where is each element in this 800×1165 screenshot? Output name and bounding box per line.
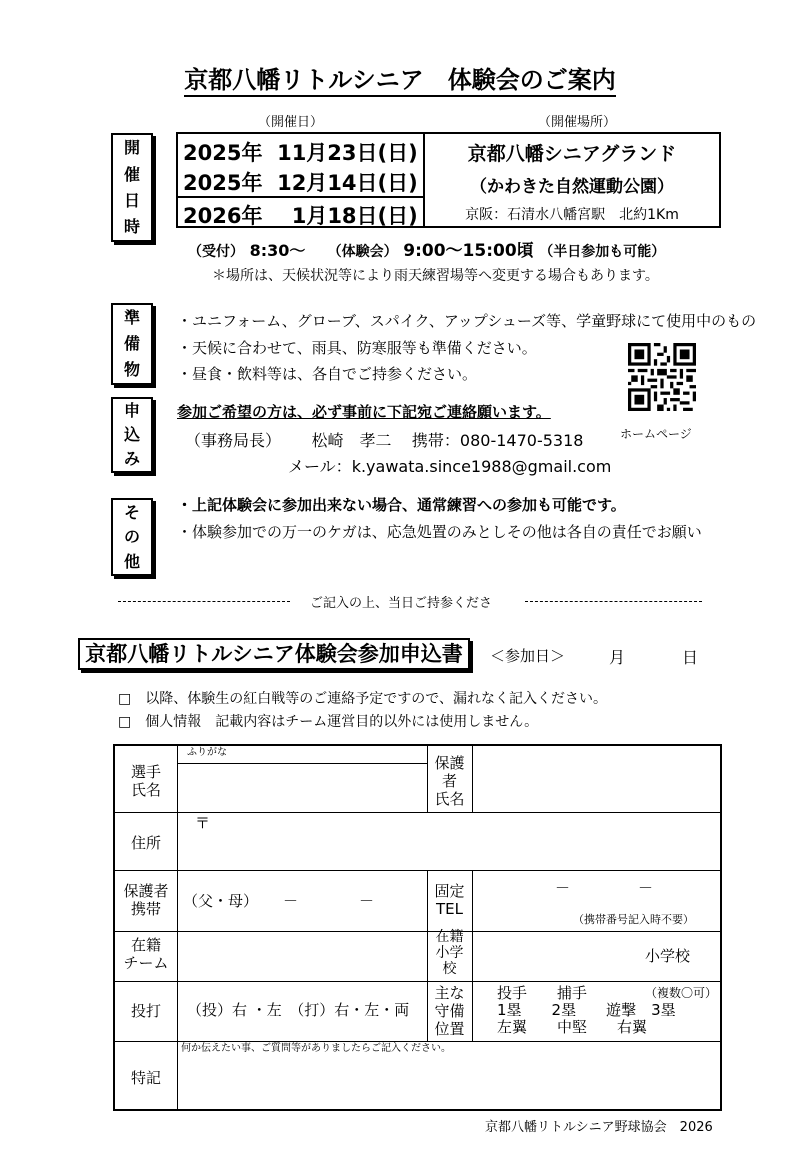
date-row-3: 2026年 1月18日(日) bbox=[183, 204, 418, 228]
remarks-label: 特記 bbox=[130, 1069, 161, 1087]
positions-row-2[interactable]: 1塁 2塁 遊撃 3塁 bbox=[497, 1001, 676, 1019]
date-label: （開催日） bbox=[258, 115, 324, 130]
mobile-dash-1: － bbox=[283, 892, 299, 910]
remarks-field[interactable] bbox=[179, 1056, 718, 1108]
furigana-label: ふりがな bbox=[187, 747, 227, 758]
date-row-2: 2025年 12月14日(日) bbox=[183, 171, 418, 195]
form-title: 京都八幡リトルシニア体験会参加申込書 bbox=[78, 638, 470, 670]
mobile-dash-2: － bbox=[359, 892, 375, 910]
guardian-name-label: 保護 者 氏名 bbox=[434, 754, 465, 808]
weather-note: ＊場所は、天候状況等により雨天練習場等へ変更する場合もあります。 bbox=[212, 268, 659, 284]
landline-note: （携帯番号記入時不要） bbox=[573, 913, 694, 926]
participation-date-label: ＜参加日＞ bbox=[490, 647, 566, 665]
player-name-label: 選手 氏名 bbox=[130, 763, 161, 799]
item-line-1: ・ユニフォーム、グローブ、スパイク、アップシューズ等、学童野球にて使用中のもの bbox=[177, 312, 757, 330]
checkbox-contact-note[interactable]: □ 以降、体験生の紅白戦等のご連絡予定ですので、漏れなく記入ください。 bbox=[118, 691, 607, 707]
landline-dash-2: － bbox=[638, 879, 654, 897]
footer: 京都八幡リトルシニア野球協会 2026 bbox=[485, 1120, 713, 1135]
other-line-2: ・体験参加での万一のケガは、応急処置のみとしその他は各自の責任でお願い bbox=[177, 523, 702, 541]
venue-sub: （かわきた自然運動公園） bbox=[470, 177, 674, 197]
parent-label: （父・母） bbox=[183, 892, 259, 910]
throw-bat-label: 投打 bbox=[130, 1002, 161, 1020]
items-side-label: 準 備 物 bbox=[111, 303, 153, 385]
month-label: 月 bbox=[609, 648, 626, 667]
landline-field[interactable] bbox=[474, 871, 718, 911]
place-label: （開催場所） bbox=[538, 115, 617, 130]
time-line: （受付） 8:30～ （体験会） 9:00～15:00頃 （半日参加も可能） bbox=[188, 241, 666, 261]
apply-notice: 参加ご希望の方は、必ず事前に下記宛ご連絡願います。 bbox=[177, 403, 551, 421]
phone-number: 080-1470-5318 bbox=[459, 431, 584, 450]
contact-line: （事務局長） 松崎 孝二 携帯：080-1470-5318 bbox=[185, 431, 584, 450]
multi-select-note: （複数〇可） bbox=[645, 986, 718, 1000]
team-label: 在籍 チーム bbox=[123, 936, 169, 972]
qr-caption: ホームページ bbox=[620, 427, 692, 441]
cut-line-right bbox=[525, 601, 702, 602]
other-line-1: ・上記体験会に参加出来ない場合、通常練習への参加も可能です。 bbox=[177, 496, 626, 514]
remarks-hint: 何か伝えたい事、ご質問等がありましたらご記入ください。 bbox=[181, 1043, 451, 1054]
application-form bbox=[113, 744, 722, 1111]
address-field[interactable] bbox=[179, 813, 718, 869]
date-row-1: 2025年 11月23日(日) bbox=[183, 141, 418, 165]
landline-dash-1: － bbox=[555, 879, 571, 897]
positions-row-1[interactable]: 投手 捕手 bbox=[497, 984, 588, 1002]
guardian-mobile-field[interactable] bbox=[179, 871, 425, 930]
mail-link[interactable]: k.yawata.since1988@gmail.com bbox=[351, 457, 612, 476]
schedule-side-label: 開 催 日 時 bbox=[111, 133, 153, 242]
address-label: 住所 bbox=[130, 834, 161, 852]
guardian-mobile-label: 保護者 携帯 bbox=[123, 882, 169, 918]
school-label: 在籍 小学 校 bbox=[435, 929, 464, 978]
venue-name: 京都八幡シニアグランド bbox=[467, 143, 677, 165]
landline-label: 固定 TEL bbox=[434, 882, 465, 918]
schedule-box bbox=[176, 132, 721, 228]
mail-line: メール：k.yawata.since1988@gmail.com bbox=[288, 457, 612, 476]
furigana-field[interactable] bbox=[179, 746, 425, 762]
day-label: 日 bbox=[682, 648, 699, 667]
checkbox-privacy-note[interactable]: □ 個人情報 記載内容はチーム運営目的以外には使用しません。 bbox=[118, 714, 539, 730]
throw-bat-options[interactable]: （投）右 ・左 （打）右・左・両 bbox=[187, 1001, 410, 1019]
cut-note: ご記入の上、当日ご持参くださ bbox=[310, 596, 493, 611]
team-field[interactable] bbox=[179, 932, 425, 980]
positions-row-3[interactable]: 左翼 中堅 右翼 bbox=[497, 1018, 648, 1036]
apply-side-label: 申 込 み bbox=[111, 397, 153, 473]
position-label: 主な 守備 位置 bbox=[434, 984, 465, 1038]
cut-line-left bbox=[118, 601, 290, 602]
postal-mark: 〒 bbox=[195, 814, 211, 832]
school-suffix: 小学校 bbox=[645, 947, 691, 965]
item-line-3: ・昼食・飲料等は、各自でご持参ください。 bbox=[177, 365, 478, 383]
qr-code-icon[interactable] bbox=[628, 343, 696, 411]
guardian-name-field[interactable] bbox=[474, 746, 718, 811]
venue-access: 京阪：石清水八幡宮駅 北約1Km bbox=[465, 207, 679, 223]
other-side-label: そ の 他 bbox=[111, 498, 153, 576]
player-name-field[interactable] bbox=[179, 765, 425, 811]
item-line-2: ・天候に合わせて、雨具、防寒服等も準備ください。 bbox=[177, 339, 537, 357]
page-title: 京都八幡リトルシニア 体験会のご案内 bbox=[0, 60, 800, 95]
